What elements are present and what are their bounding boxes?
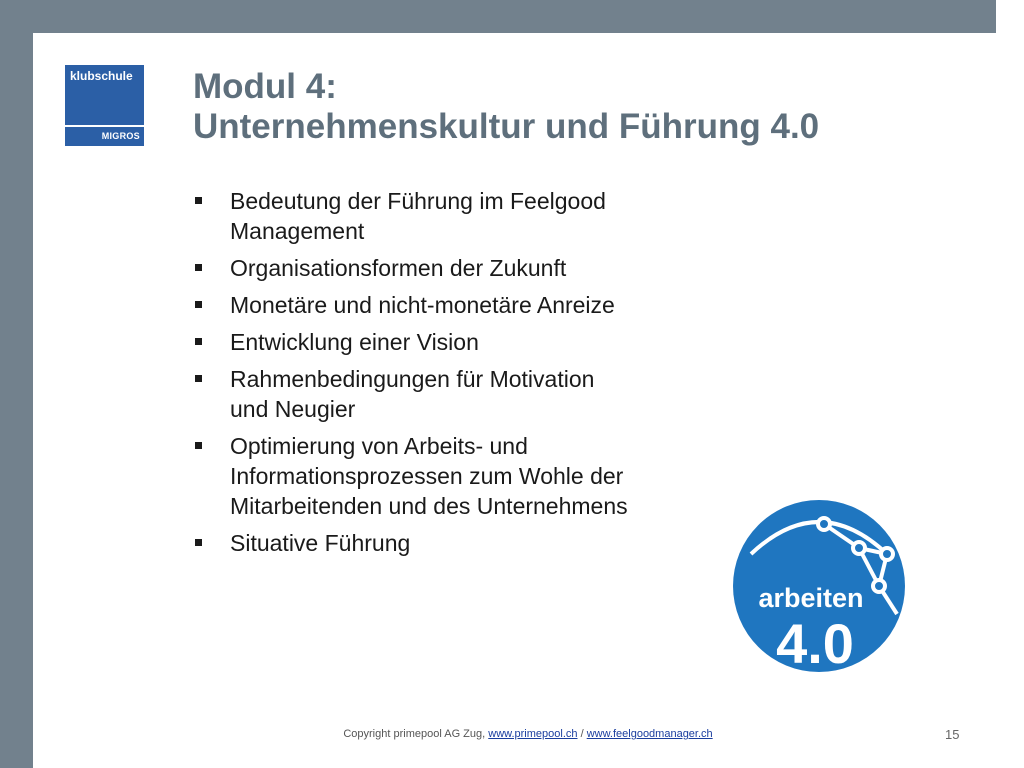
bullet-text: Situative Führung — [230, 530, 411, 556]
bullet-item — [191, 364, 711, 424]
primepool-link[interactable]: www.primepool.ch — [488, 728, 578, 740]
arbeiten-4-0-badge — [729, 496, 909, 676]
page-number: 15 — [945, 727, 960, 742]
logo-wordmark: klubschule — [70, 69, 133, 83]
bullet-text: Bedeutung der Führung im Feelgood Management — [230, 188, 606, 244]
network-node — [873, 580, 885, 592]
network-node — [818, 518, 830, 530]
klubschule-migros-logo — [65, 65, 144, 146]
bullet-item — [191, 290, 711, 320]
feelgoodmanager-link[interactable]: www.feelgoodmanager.ch — [586, 728, 713, 740]
footer-separator: / — [577, 728, 587, 740]
bullet-square-icon — [195, 442, 202, 449]
bullet-text: Organisationsformen der Zukunft — [230, 255, 567, 281]
footer-copyright — [328, 727, 728, 741]
bullet-square-icon — [195, 338, 202, 345]
bullet-item — [191, 431, 711, 521]
bullet-square-icon — [195, 264, 202, 271]
footer-prefix: Copyright primepool AG Zug, — [343, 728, 489, 740]
bullet-item — [191, 253, 711, 283]
bullet-item — [191, 327, 711, 357]
bullet-square-icon — [195, 197, 202, 204]
slide-title — [193, 67, 973, 147]
bullet-item — [191, 186, 711, 246]
bullet-text-cont: Informationsprozessen zum Wohle der — [230, 463, 624, 489]
badge-word: arbeiten — [758, 583, 864, 613]
bullet-text: Rahmenbedingungen für Motivation — [230, 366, 595, 392]
bullet-text: Entwicklung einer Vision — [230, 329, 479, 355]
slide — [33, 33, 996, 768]
bullet-list — [191, 186, 711, 565]
network-node — [853, 542, 865, 554]
bullet-text: Monetäre und nicht-monetäre Anreize — [230, 292, 615, 318]
bullet-text: Optimierung von Arbeits- und — [230, 433, 528, 459]
right-band — [996, 0, 1024, 768]
network-node — [881, 548, 893, 560]
bullet-text-cont: Mitarbeitenden und des Unternehmens — [230, 493, 628, 519]
bullet-square-icon — [195, 301, 202, 308]
bullet-text-cont: und Neugier — [230, 396, 356, 422]
bullet-item — [191, 528, 711, 558]
title-line-2: Unternehmenskultur und Führung 4.0 — [193, 107, 820, 146]
title-line-1: Modul 4: — [193, 67, 337, 106]
bullet-square-icon — [195, 539, 202, 546]
bullet-square-icon — [195, 375, 202, 382]
logo-subtitle: MIGROS — [101, 131, 140, 141]
badge-number: 4.0 — [776, 612, 854, 675]
